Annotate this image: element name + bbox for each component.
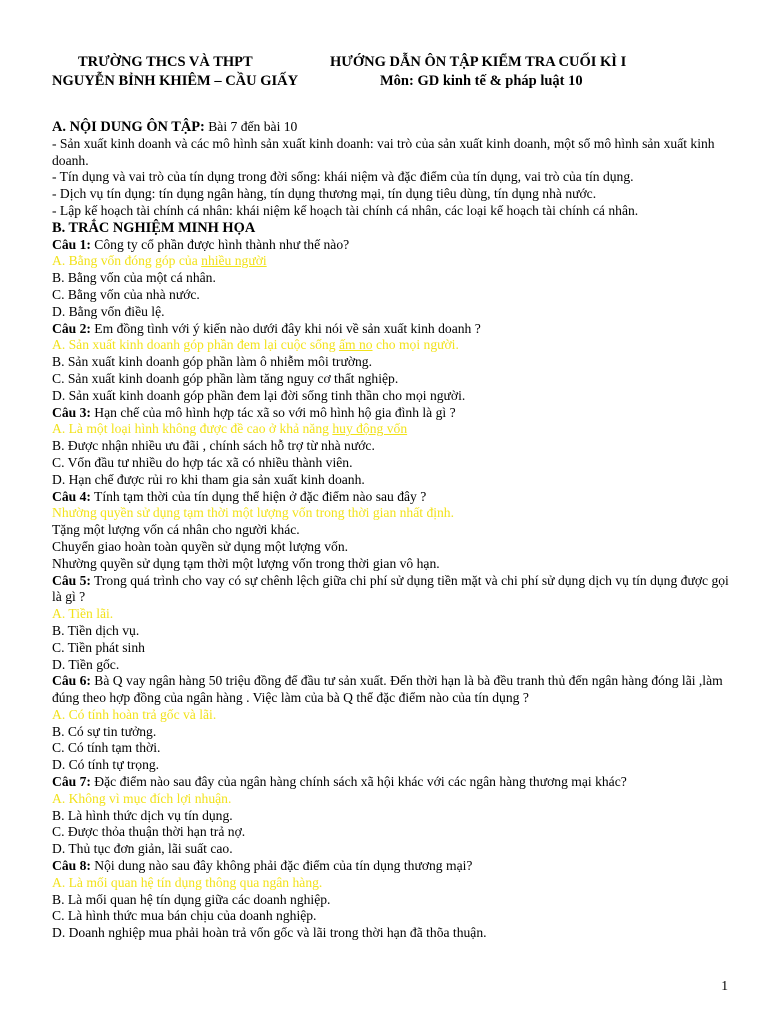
answer-correct: A. Là mối quan hệ tín dụng thông qua ngân hàng. (52, 874, 323, 890)
answer-option: B. Tiền dịch vụ. (52, 622, 140, 638)
school-name-line2: NGUYỄN BỈNH KHIÊM – CẦU GIẤY (52, 73, 299, 89)
answer-correct: A. Sản xuất kinh doanh góp phần đem lại cuộc sống ấm no cho mọi người. (52, 337, 459, 353)
answer-correct: A. Tiền lãi. (52, 606, 114, 622)
page-number: 1 (721, 978, 728, 993)
question-8: Câu 8: Nội dung nào sau đây không phải đặc điểm của tín dụng thương mại? (52, 858, 473, 874)
answer-option: D. Hạn chế được rủi ro khi tham gia sản xuất kinh doanh. (52, 471, 365, 487)
answer-option: B. Sản xuất kinh doanh góp phần làm ô nhiễm môi trường. (52, 354, 373, 370)
school-name-line1: TRƯỜNG THCS VÀ THPT (78, 54, 253, 70)
section-b-heading: B. TRẮC NGHIỆM MINH HỌA (52, 219, 256, 236)
answer-option: D. Doanh nghiệp mua phải hoàn trả vốn gốc và lãi trong thời hạn đã thõa thuận. (52, 925, 487, 941)
answer-option: D. Sản xuất kinh doanh góp phần đem lại đời sống tinh thần cho mọi người. (52, 387, 466, 403)
question-4: Câu 4: Tính tạm thời của tín dụng thể hiện ở đặc điểm nào sau đây ? (52, 488, 427, 504)
answer-correct: A. Có tính hoàn trả gốc và lãi. (52, 706, 217, 722)
answer-option: D. Có tính tự trọng. (52, 757, 160, 773)
answer-correct: Nhường quyền sử dụng tạm thời một lượng vốn trong thời gian nhất định. (52, 505, 455, 521)
answer-option: B. Bằng vốn của một cá nhân. (52, 270, 216, 286)
answer-option: Nhường quyền sử dụng tạm thời một lượng vốn trong thời gian vô hạn. (52, 555, 440, 571)
answer-option: Chuyển giao hoàn toàn quyền sử dụng một lượng vốn. (52, 538, 349, 554)
answer-correct: A. Không vì mục đích lợi nhuận. (52, 790, 232, 806)
subject-line: Môn: GD kinh tế & pháp luật 10 (380, 73, 583, 89)
answer-option: C. Tiền phát sinh (52, 639, 145, 655)
answer-option: C. Được thỏa thuận thời hạn trả nợ. (52, 824, 246, 840)
section-a-item: - Lập kế hoạch tài chính cá nhân: khái niệm kế hoạch tài chính cá nhân, các loại kế hoạch tài chính cá nhân. (52, 202, 639, 218)
question-2: Câu 2: Em đồng tình với ý kiến nào dưới đây khi nói về sản xuất kinh doanh ? (52, 320, 481, 336)
question-3: Câu 3: Hạn chế của mô hình hợp tác xã so với mô hình hộ gia đình là gì ? (52, 404, 456, 420)
answer-option: D. Thủ tục đơn giản, lãi suất cao. (52, 841, 233, 857)
answer-correct: A. Bằng vốn đóng góp của nhiều người (52, 253, 267, 269)
answer-option: Tặng một lượng vốn cá nhân cho người khác. (52, 522, 300, 538)
section-a-item: - Sản xuất kinh doanh và các mô hình sản xuất kinh doanh: vai trò của sản xuất kinh doanh, một số mô hình sản xuất kinh doanh. (52, 135, 715, 168)
answer-option: C. Sản xuất kinh doanh góp phần làm tăng nguy cơ thất nghiệp. (52, 370, 399, 386)
question-5: Câu 5: Trong quá trình cho vay có sự chênh lệch giữa chi phí sử dụng tiền mặt và chi phí sử dụng dịch vụ tín dụng được gọi là gì ? (52, 572, 729, 605)
question-7: Câu 7: Đặc điểm nào sau đây của ngân hàng chính sách xã hội khác với các ngân hàng thương mại khác? (52, 774, 627, 790)
section-a-heading: A. NỘI DUNG ÔN TẬP: Bài 7 đến bài 10 (52, 119, 298, 135)
answer-option: C. Là hình thức mua bán chịu của doanh nghiệp. (52, 908, 317, 924)
document-title: HƯỚNG DẪN ÔN TẬP KIỂM TRA CUỐI KÌ I (330, 54, 627, 70)
question-1: Câu 1: Công ty cổ phần được hình thành như thế nào? (52, 236, 350, 252)
answer-option: C. Bằng vốn của nhà nước. (52, 286, 200, 302)
answer-correct: A. Là một loại hình không được đề cao ở khả năng huy động vốn (52, 421, 408, 437)
question-6: Câu 6: Bà Q vay ngân hàng 50 triệu đồng để đầu tư sản xuất. Đến thời hạn là bà đều tranh thủ đến ngân hàng đóng lãi ,làm đúng theo hợp đồng của ngân hàng . Việc làm của bà Q thể đặc điểm nào của tín dụng ? (52, 673, 723, 706)
section-a-item: - Tín dụng và vai trò của tín dụng trong đời sống: khái niệm và đặc điểm của tín dụng, vai trò của tín dụng. (52, 169, 634, 185)
answer-option: B. Là mối quan hệ tín dụng giữa các doanh nghiệp. (52, 891, 331, 907)
answer-option: B. Được nhận nhiều ưu đãi , chính sách hỗ trợ từ nhà nước. (52, 438, 375, 454)
section-a-item: - Dịch vụ tín dụng: tín dụng ngân hàng, tín dụng thương mại, tín dụng tiêu dùng, tín dụng nhà nước. (52, 186, 597, 202)
answer-option: C. Có tính tạm thời. (52, 740, 161, 756)
answer-option: B. Có sự tin tưởng. (52, 723, 157, 739)
answer-option: D. Tiền gốc. (52, 656, 120, 672)
answer-option: D. Bằng vốn điều lệ. (52, 303, 165, 319)
answer-option: C. Vốn đầu tư nhiều do hợp tác xã có nhiều thành viên. (52, 454, 353, 470)
document-body (52, 119, 732, 942)
answer-option: B. Là hình thức dịch vụ tín dụng. (52, 807, 233, 823)
